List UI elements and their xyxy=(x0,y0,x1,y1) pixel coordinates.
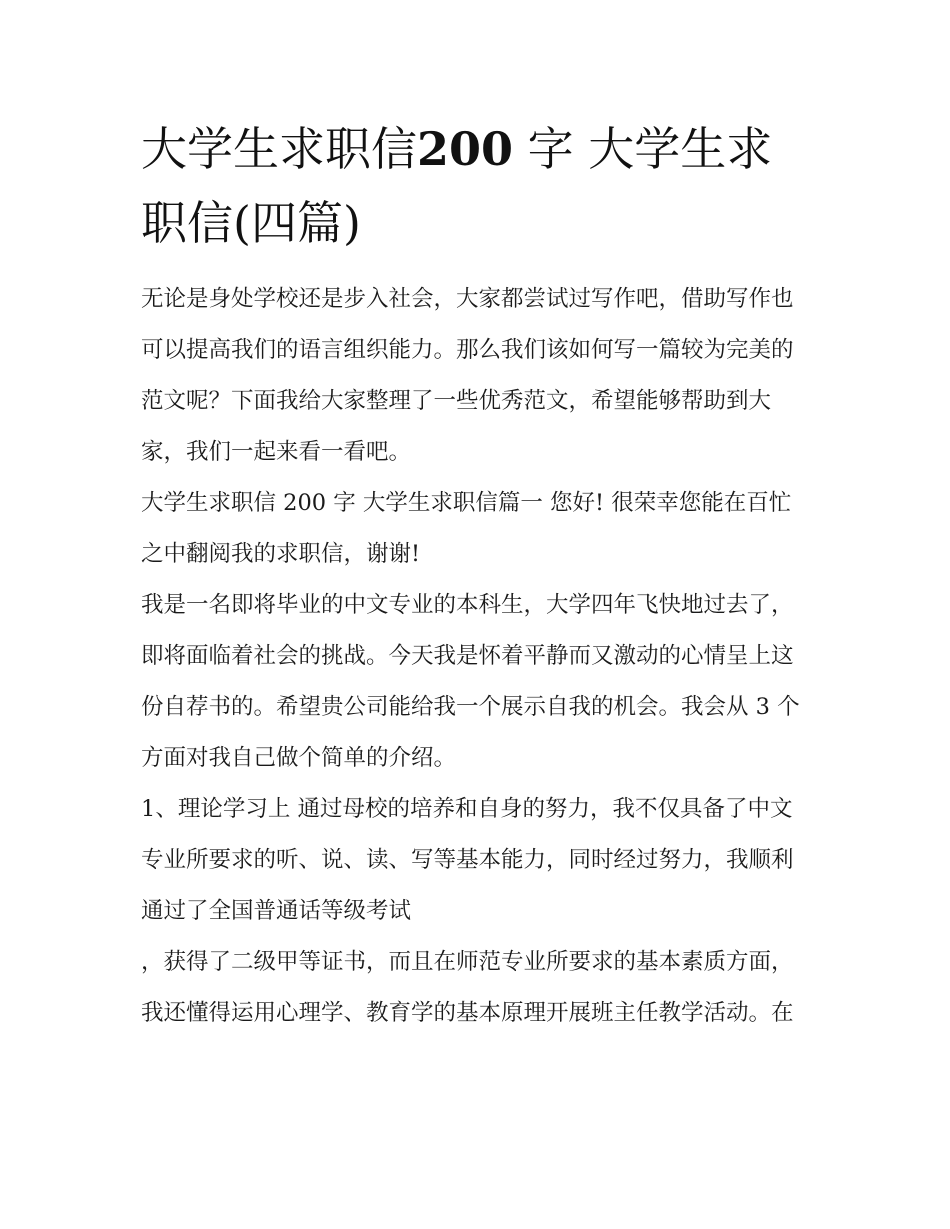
paragraph-theory-study: 1、理论学习上 通过母校的培养和自身的努力，我不仅具备了中文专业所要求的听、说、读、写等基本能力，同时经过努力，我顺利通过了全国普通话等级考试 xyxy=(141,796,794,924)
title-text-part2: 字 大学生求职信(四篇) xyxy=(141,122,773,250)
paragraph-certificate: ，获得了二级甲等证书，而且在师范专业所要求的基本素质方面，我还懂得运用心理学、教育学的基本原理开展班主任教学活动。在 xyxy=(141,949,794,1026)
title-text-part1: 大学生求职信 xyxy=(141,122,417,176)
paragraph-intro: 无论是身处学校还是步入社会，大家都尝试过写作吧，借助写作也可以提高我们的语言组织能力。那么我们该如何写一篇较为完美的范文呢？下面我给大家整理了一些优秀范文，希望能够帮助到大家，我们一起来看一看吧。 xyxy=(141,286,794,465)
document-title xyxy=(141,112,813,260)
title-number: 200 xyxy=(417,122,514,176)
paragraph-self-intro: 我是一名即将毕业的中文专业的本科生，大学四年飞快地过去了，即将面临着社会的挑战。今天我是怀着平静而又激动的心情呈上这份自荐书的。希望贵公司能给我一个展示自我的机会。我会从 3 个方面对我自己做个简单的介绍。 xyxy=(141,592,800,771)
document-page xyxy=(141,112,813,1039)
paragraph-greeting: 大学生求职信 200 字 大学生求职信篇一 您好! 很荣幸您能在百忙之中翻阅我的求职信，谢谢! xyxy=(141,490,792,567)
document-body xyxy=(141,274,813,1039)
